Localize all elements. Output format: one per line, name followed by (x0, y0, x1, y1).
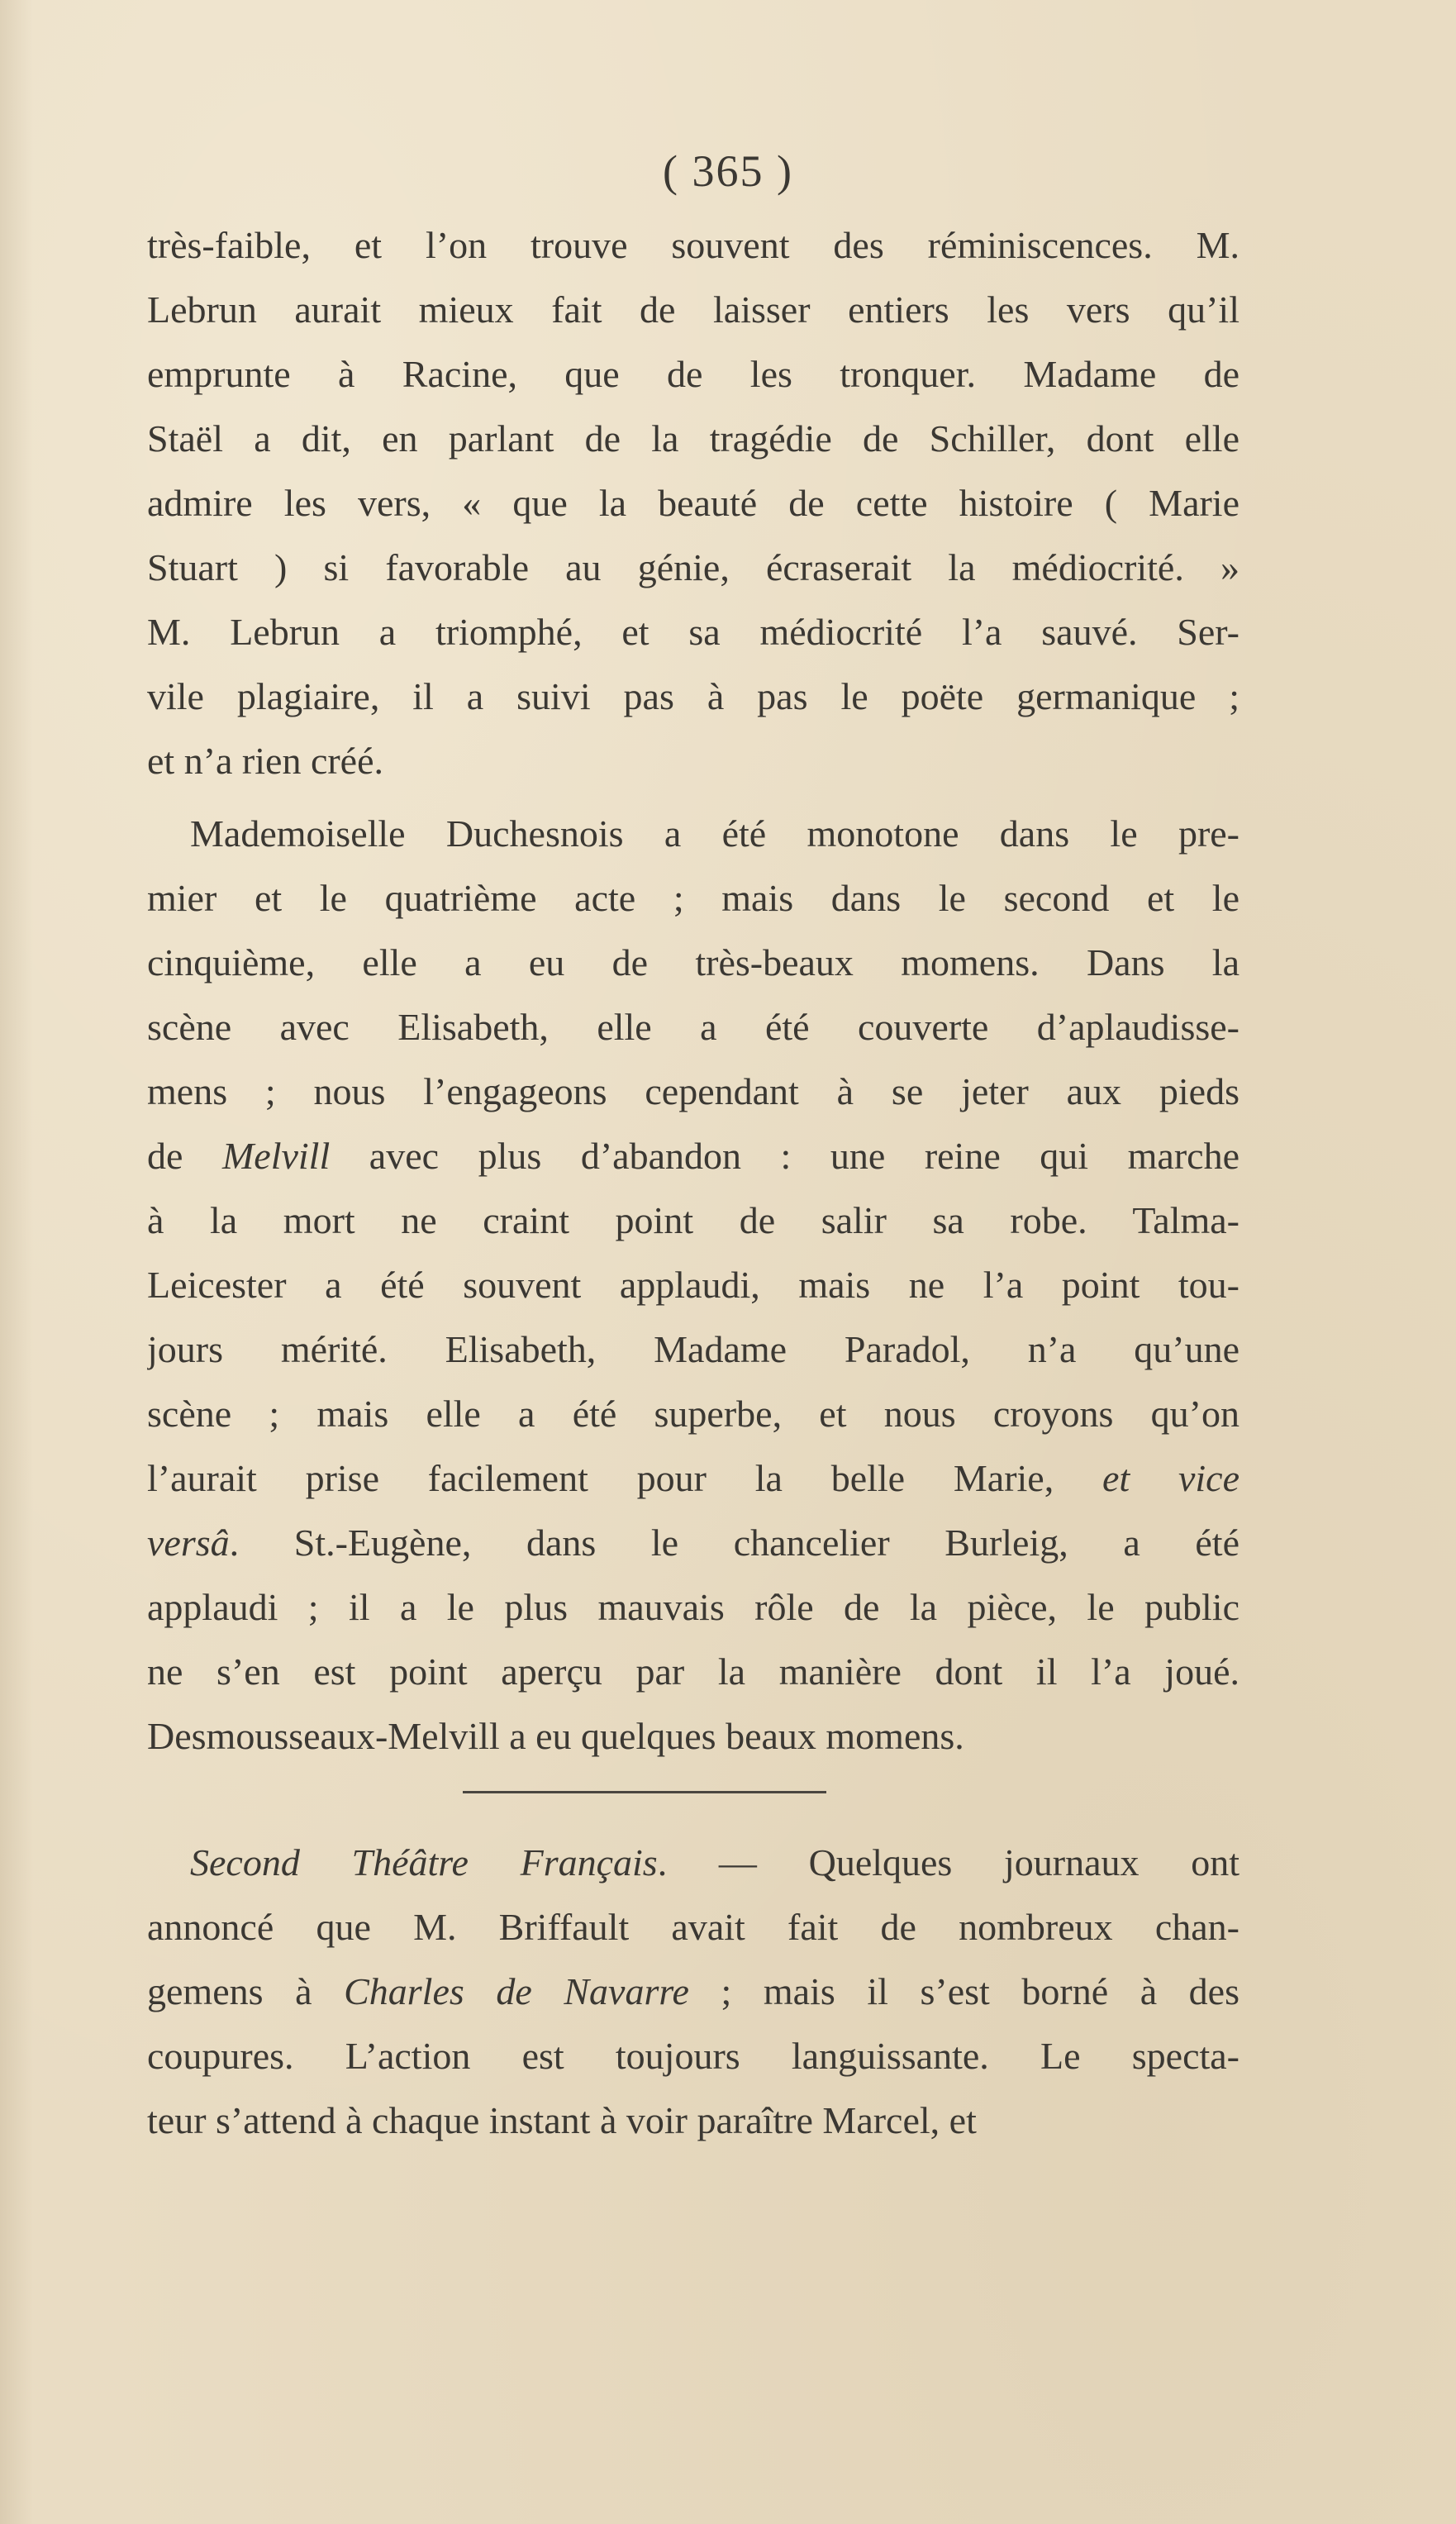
text-run: Leicester a été souvent applaudi, mais ne l’a point tou- (147, 1264, 1240, 1306)
text-run: admire les vers, « que la beauté de cette histoire ( Marie (147, 482, 1240, 524)
text-line (147, 471, 1240, 536)
italic-text: Charles de Navarre (344, 1970, 689, 2012)
paragraph-1 (147, 213, 1240, 793)
italic-text: Melvill (221, 1135, 331, 1177)
text-line (147, 729, 1240, 793)
text-run: annoncé que M. Briffault avait fait de nombreux chan- (147, 1906, 1240, 1948)
text-line (147, 802, 1240, 866)
text-line (147, 1704, 1240, 1769)
text-run: vile plagiaire, il a suivi pas à pas le poëte germanique ; (147, 675, 1240, 717)
text-line (147, 2024, 1240, 2088)
text-line (147, 2088, 1240, 2153)
italic-text: et vice (1102, 1457, 1240, 1499)
page-spine-shadow (0, 0, 33, 2524)
text-line (147, 1188, 1240, 1253)
text-run: Lebrun aurait mieux fait de laisser entiers les vers qu’il (147, 288, 1240, 331)
text-line (147, 995, 1240, 1060)
text-line (147, 407, 1240, 471)
text-run: . — Quelques journaux ont (657, 1841, 1240, 1883)
text-run: l’aurait prise facilement pour la belle Marie, (147, 1457, 1102, 1499)
text-line (147, 1511, 1240, 1575)
text-run: de (147, 1135, 222, 1177)
text-line (147, 1960, 1240, 2024)
text-line (147, 600, 1240, 664)
text-run: jours mérité. Elisabeth, Madame Paradol, n’a qu’une (147, 1328, 1240, 1370)
text-run: très-faible, et l’on trouve souvent des réminiscences. M. (147, 224, 1240, 266)
text-run: Desmousseaux-Melvill a eu quelques beaux momens. (147, 1715, 964, 1757)
text-run: à la mort ne craint point de salir sa robe. Talma- (147, 1199, 1240, 1241)
text-line (147, 1317, 1240, 1382)
text-line (147, 1895, 1240, 1960)
italic-text: versâ (147, 1522, 230, 1564)
text-run: teur s’attend à chaque instant à voir paraître Marcel, et (147, 2099, 977, 2141)
text-run: . St.-Eugène, dans le chancelier Burleig, a été (229, 1522, 1240, 1564)
text-run: scène ; mais elle a été superbe, et nous croyons qu’on (147, 1393, 1240, 1435)
text-run: ; mais il s’est borné à des (688, 1970, 1240, 2012)
text-run: Stuart ) si favorable au génie, écraserait la médiocrité. » (147, 546, 1240, 588)
text-line (147, 1060, 1240, 1124)
text-run: emprunte à Racine, que de les tronquer. Madame de (147, 353, 1240, 395)
text-line (147, 536, 1240, 600)
text-run: applaudi ; il a le plus mauvais rôle de la pièce, le public (147, 1586, 1240, 1628)
text-run: scène avec Elisabeth, elle a été couverte d’aplaudisse- (147, 1006, 1240, 1048)
text-run: M. Lebrun a triomphé, et sa médiocrité l’a sauvé. Ser- (147, 611, 1240, 653)
text-line (147, 213, 1240, 278)
text-run: et n’a rien créé. (147, 740, 384, 782)
text-run: cinquième, elle a eu de très-beaux momens. Dans la (147, 941, 1240, 983)
text-run: Mademoiselle Duchesnois a été monotone dans le pre- (190, 812, 1240, 855)
text-run: coupures. L’action est toujours languissante. Le specta- (147, 2035, 1240, 2077)
text-line (147, 931, 1240, 995)
paragraph-3 (147, 1831, 1240, 2153)
text-run: gemens à (147, 1970, 345, 2012)
page-number: ( 365 ) (663, 146, 793, 196)
text-line (147, 1253, 1240, 1317)
paragraph-2 (147, 802, 1240, 1769)
text-line (147, 1575, 1240, 1640)
text-line (147, 866, 1240, 931)
text-line (147, 1124, 1240, 1188)
italic-text: Second Théâtre Français (190, 1841, 658, 1883)
section-divider-rule (463, 1791, 826, 1793)
text-run: mier et le quatrième acte ; mais dans le second et le (147, 877, 1240, 919)
text-run: Staël a dit, en parlant de la tragédie de Schiller, dont elle (147, 417, 1240, 460)
text-run: ne s’en est point aperçu par la manière dont il l’a joué. (147, 1650, 1240, 1693)
text-line (147, 1831, 1240, 1895)
text-line (147, 278, 1240, 342)
text-line (147, 664, 1240, 729)
text-line (147, 342, 1240, 407)
text-line (147, 1640, 1240, 1704)
text-run: mens ; nous l’engageons cependant à se jeter aux pieds (147, 1070, 1240, 1112)
text-line (147, 1382, 1240, 1446)
text-line (147, 1446, 1240, 1511)
text-run: avec plus d’abandon : une reine qui marche (330, 1135, 1240, 1177)
